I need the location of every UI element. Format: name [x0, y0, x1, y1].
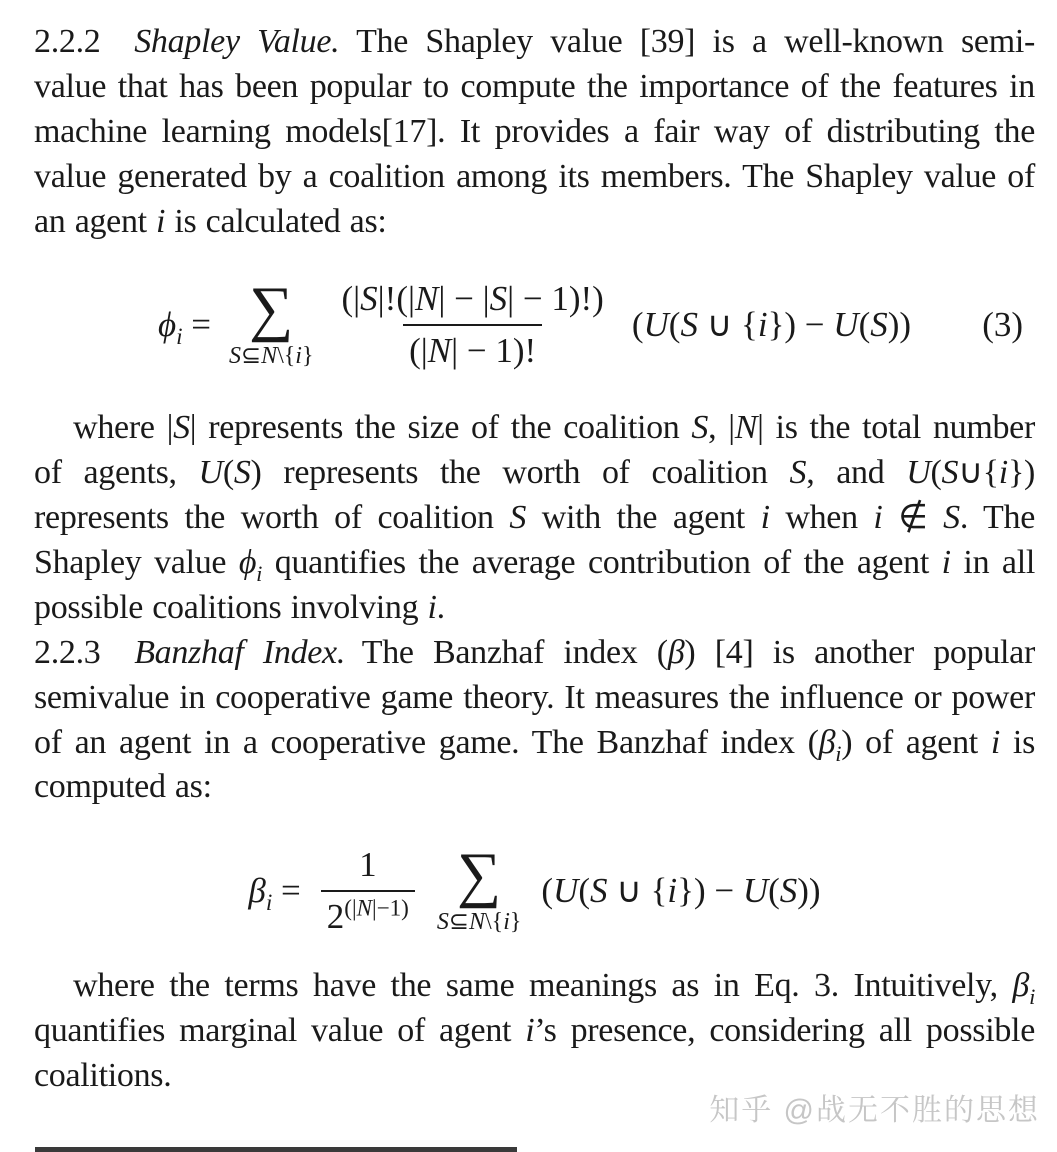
shapley-explanation-paragraph: where |S| represents the size of the coalition S, |N| is the total number of agents, U(S) represents the worth of coalition S, and U(S∪{i}) represents the worth of coalition S with the agent i when i ∉ S. The Shapley value $\phi_i$ quantifies the average contribution of the agent i in all possible coalitions involving i.	[34, 409, 1036, 626]
banzhaf-equation-tail: (U(S ∪ {i}) − U(S))	[541, 871, 821, 911]
watermark: 知乎 @战无不胜的思想	[709, 1094, 1040, 1127]
shapley-summation	[228, 275, 314, 370]
sum-limit: S⊆N\{i}	[228, 343, 314, 370]
fraction-numerator: 1	[359, 845, 377, 885]
shapley-fraction	[336, 279, 610, 371]
banzhaf-summation	[436, 841, 522, 936]
banzhaf-fraction	[321, 845, 415, 937]
closing-paragraph: where the terms have the same meanings as in Eq. 3. Intuitively, $\beta_i$ quantifies marginal value of agent i’s presence, considering all possible coalitions.	[34, 967, 1035, 1094]
banzhaf-equation-lhs: $\beta_i$ =	[248, 871, 301, 916]
fraction-numerator: (|S|!(|N| − |S| − 1)!)	[341, 279, 604, 319]
sum-symbol: ∑	[249, 275, 294, 344]
shapley-equation	[34, 266, 1035, 384]
shapley-equation-tail: (U(S ∪ {i}) − U(S))	[631, 305, 912, 345]
sum-limit: S⊆N\{i}	[436, 909, 522, 936]
fraction-denominator: (|N| − 1)!	[403, 324, 542, 371]
fraction-denominator: $2^{(|N|-1)}$	[321, 890, 415, 937]
banzhaf-equation	[34, 832, 1035, 950]
section-2-2-3-paragraph: 2.2.3 Banzhaf Index. The Banzhaf index (β) [4] is another popular semivalue in cooperative game theory. It measures the influence or power of an agent in a cooperative game. The Banzhaf index $(\beta_i)$ of agent i is computed as:	[34, 633, 1035, 806]
bottom-cutoff-strip	[35, 1147, 517, 1152]
section-2-2-2-paragraph: 2.2.2 Shapley Value. The Shapley value [39] is a well-known semi-value that has been popular to compute the importance of the features in machine learning models[17]. It provides a fair way of distributing the value generated by a coalition among its members. The Shapley value of an agent i is calculated as:	[34, 23, 1036, 240]
equation-number: (3)	[982, 305, 1023, 345]
shapley-equation-lhs: $\phi_i$ =	[157, 305, 211, 350]
sum-symbol: ∑	[457, 841, 502, 910]
